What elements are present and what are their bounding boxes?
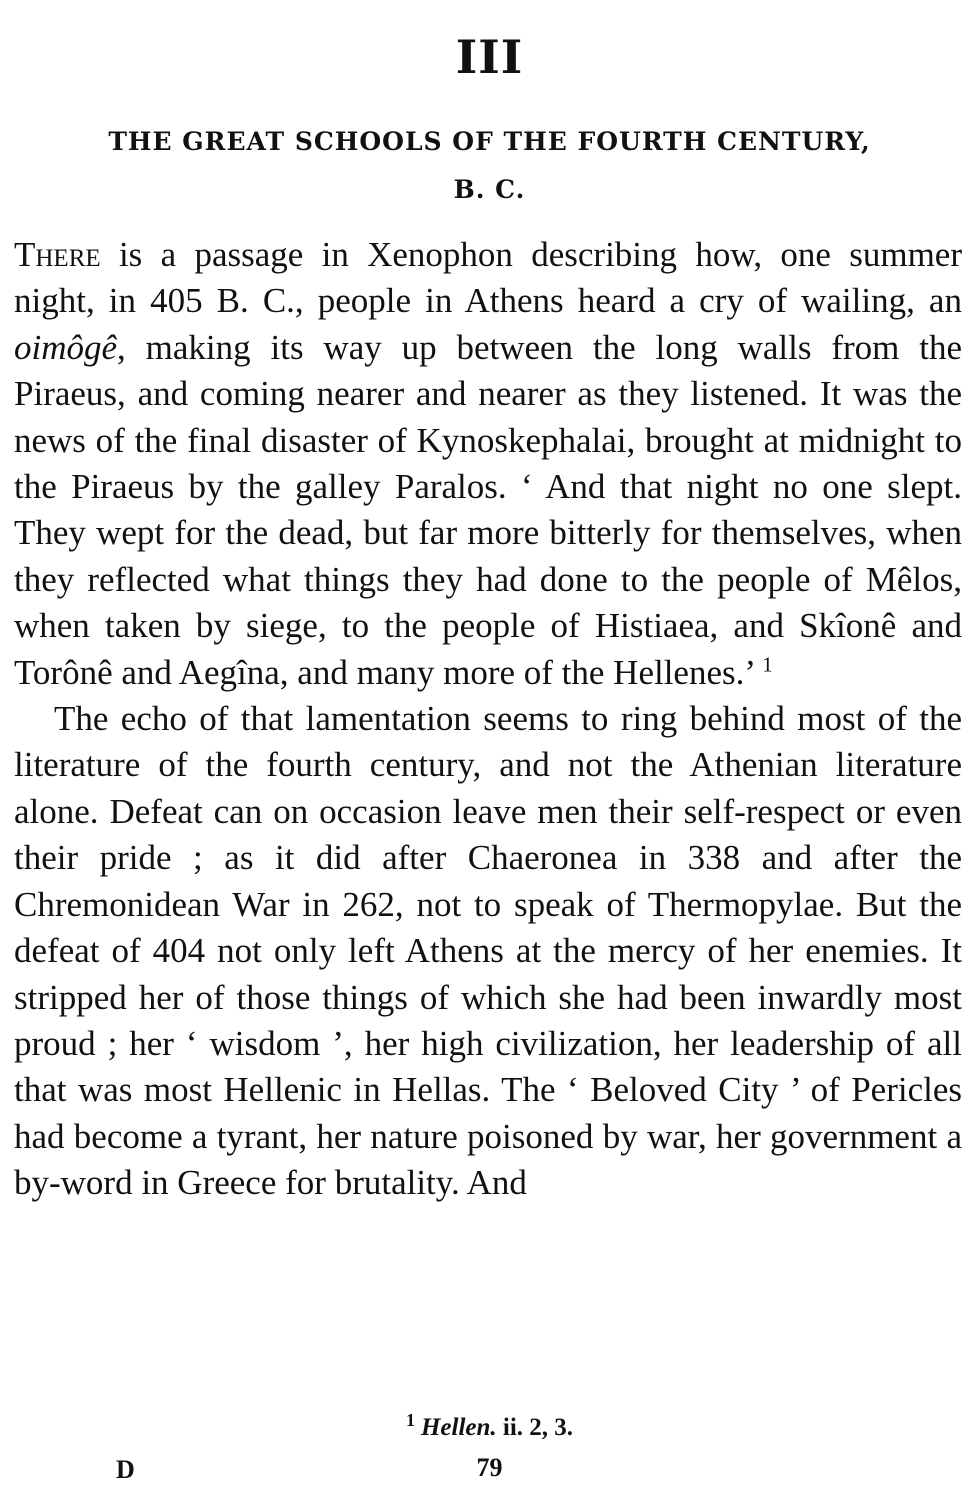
footnote-reference: 1 xyxy=(762,652,773,676)
paragraph-1 xyxy=(14,232,962,696)
footnote-work: Hellen. xyxy=(420,1414,497,1441)
chapter-title-line-2: B. C. xyxy=(453,175,526,204)
chapter-title xyxy=(30,118,949,214)
paragraph-1-text-a: is a passage in Xenophon describing how, one summer night, in 405 xyxy=(14,235,962,321)
chapter-title-line-1: THE GREAT SCHOOLS OF THE FOURTH CENTURY, xyxy=(108,127,871,156)
era-abbreviation: B. C. xyxy=(216,281,295,321)
greek-word: oimôgê xyxy=(14,327,118,367)
paragraph-2: The echo of that lamentation seems to ring behind most of the literature of the fourth century, and not the Athenian literature alone. Defeat can on occasion leave men their self-respect or even their pride ; as it did after Chaeronea in 338 and after the Chremonidean War in 262, not to speak of Thermopylae. But the defeat of 404 not only left Athens at the mercy of her enemies. It stripped her of those things of which she had been inwardly most proud ; her ‘ wisdom ’, her high civilization, her leadership of all that was most Hellenic in Hellas. The ‘ Beloved City ’ of Pericles had become a tyrant, her nature poisoned by war, her government a by-word in Greece for brutality. And xyxy=(14,699,962,1203)
paragraph-lead-word: There xyxy=(14,235,101,274)
footnote-ref: ii. 2, 3. xyxy=(496,1414,574,1441)
body-text xyxy=(14,232,962,1207)
footnote-mark: 1 xyxy=(405,1409,415,1430)
paragraph-1-text-b: , people in Athens heard a cry of wailing, an xyxy=(294,281,962,321)
paragraph-1-text-c: , making its way up between the long walls from the Piraeus, and coming nearer and nearer as they listened. It was the news of the final disaster of Kynoskephalai, brought at midnight to the Piraeus by the galley Paralos. ‘ And that night no one slept. They wept for the dead, but far more bitterly for themselves, when they reflected what things they had done to the people of Mêlos, when taken by siege, to the people of Histiaea, and Skîonê and Torônê and Aegîna, and many more of the Hellenes.’ xyxy=(14,327,962,692)
page-number: 79 xyxy=(476,1453,503,1482)
signature-mark: D xyxy=(116,1455,135,1484)
chapter-number: III xyxy=(455,30,524,84)
footnote xyxy=(0,1409,979,1442)
